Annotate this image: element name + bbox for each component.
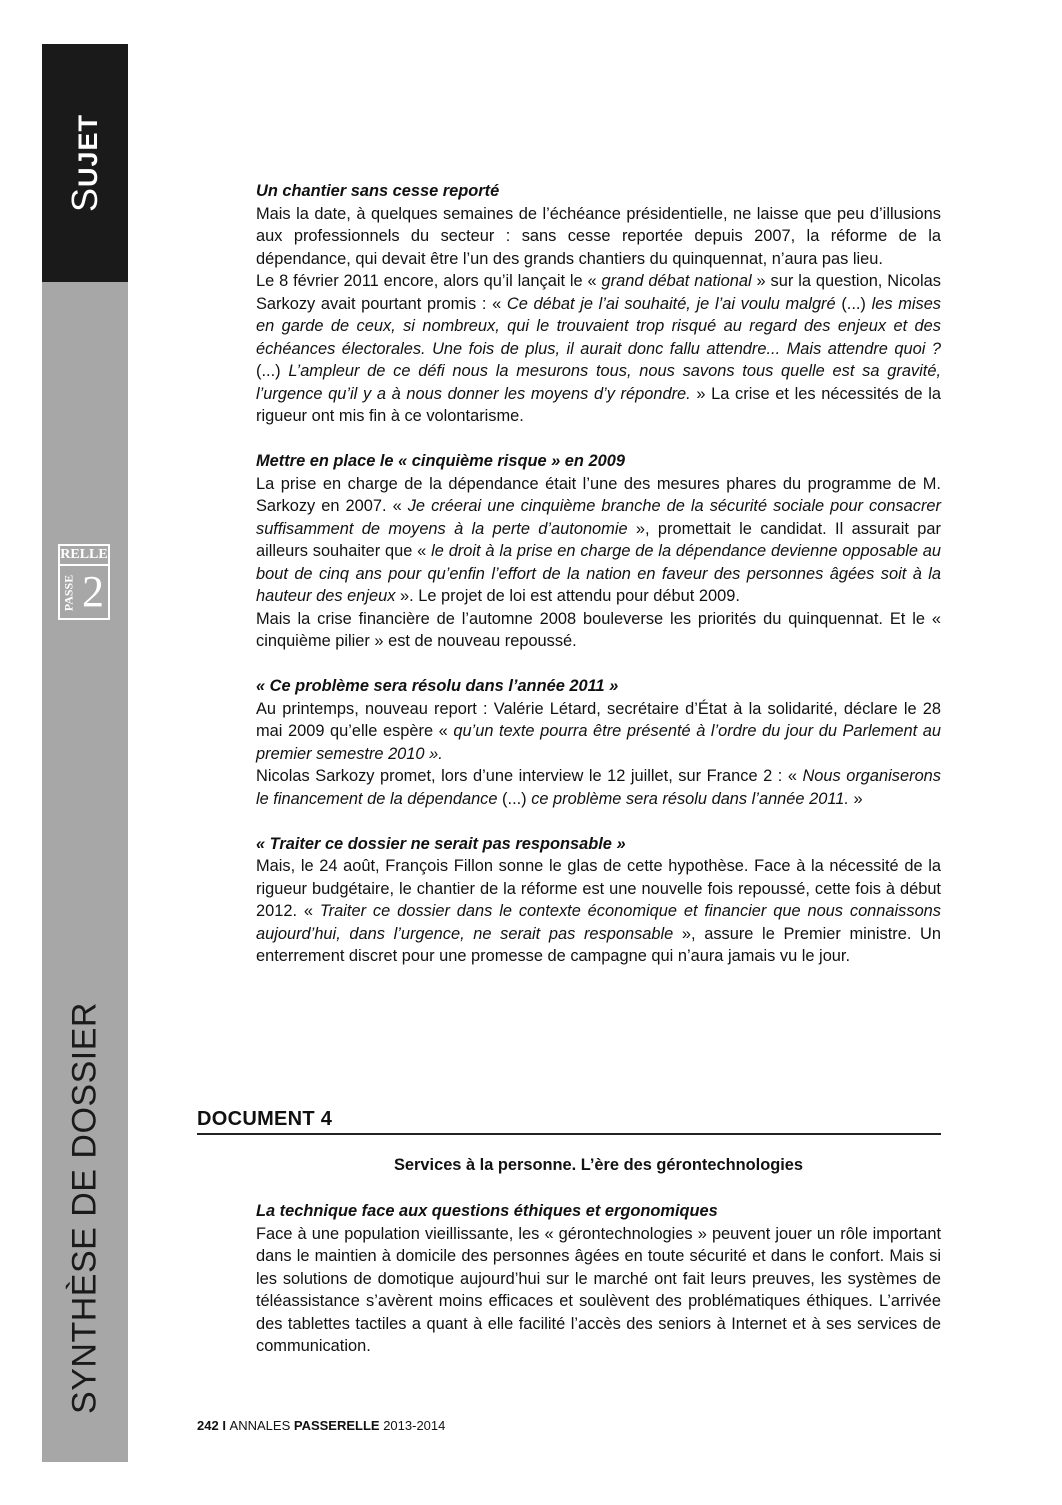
paragraph — [256, 270, 941, 428]
quote-run: Nous organiserons le financement de la dépendance — [256, 767, 941, 808]
text-run: La prise en charge de la dépendance était l’une des mesures phares du programme de M. Sarkozy en 2007. « — [256, 474, 941, 515]
paragraph: Mais la date, à quelques semaines de l’échéance présidentielle, ne laisse que peu d’illusions aux professionnels du secteur : sans cesse reportée depuis 2007, la réforme de la dépendance, qui devait être l’un des grands chantiers du quinquennat, n’aura pas lieu. — [256, 204, 941, 268]
text-run: », assure le Premier ministre. Un enterrement discret pour une promesse de campagne qui n’aura jamais vu le jour. — [256, 924, 941, 965]
text-run: Au printemps, nouveau report : Valérie Létard, secrétaire d’État à la solidarité, déclare le 28 mai 2009 qu’elle espère « — [256, 699, 941, 740]
quote-run: qu’un texte pourra être présenté à l’ordre du jour du Parlement au premier semestre 2010 ». — [256, 722, 941, 763]
quote-run: ce problème sera résolu dans l’année 2011. — [531, 789, 849, 808]
document-subtitle: Services à la personne. L’ère des gérontechnologies — [393, 1156, 803, 1174]
vertical-section-title: SYNTHÈSE DE DOSSIER — [65, 1002, 104, 1414]
passerelle-logo — [58, 544, 110, 620]
paragraph — [256, 473, 941, 608]
section-heading: « Traiter ce dossier ne serait pas responsable » — [256, 834, 626, 853]
paragraph: Face à une population vieillissante, les « gérontechnologies » peuvent jouer un rôle important dans le maintien à domicile des personnes âgées en toute sécurité et dans le confort. Mais si les solutions de domotique aujourd’hui sur le marché ont fait leurs preuves, les systèmes de téléassistance s’avèrent moins efficaces et soulèvent des problématiques éthiques. L’arrivée des tablettes tactiles a quant à elle facilité l’accès des seniors à Internet et à ses services de communication. — [256, 1224, 941, 1355]
footer-years: 2013-2014 — [379, 1418, 446, 1433]
sujet-rest: UJET — [73, 113, 103, 188]
text-run: ». Le projet de loi est attendu pour début 2009. — [395, 587, 740, 605]
logo-side-text: PASSE — [61, 574, 76, 612]
paragraph — [256, 765, 941, 810]
section-heading: Un chantier sans cesse reporté — [256, 182, 500, 200]
page-number: 242 — [197, 1418, 219, 1433]
text-run: (...) — [835, 294, 872, 313]
document4-content — [256, 1200, 941, 1358]
footer-brand: PASSERELLE — [293, 1418, 380, 1433]
footer-separator: I — [218, 1418, 230, 1433]
section-heading: La technique face aux questions éthiques et ergonomiques — [256, 1202, 718, 1220]
paragraph — [256, 698, 941, 766]
paragraph — [256, 855, 941, 968]
text-run: (...) — [256, 362, 289, 380]
main-content — [256, 180, 941, 968]
quote-run: Traiter ce dossier dans le contexte économique et financier que nous connaissons aujourd’hui, dans l’urgence, ne serait pas responsable — [256, 902, 941, 943]
text-run: Nicolas Sarkozy promet, lors d’une interview le 12 juillet, sur France 2 : « — [256, 767, 803, 785]
footer-annales: ANNALES — [229, 1418, 294, 1433]
text-run: (...) — [497, 789, 532, 808]
text-run: Le 8 février 2011 encore, alors qu’il lançait le « — [256, 272, 602, 290]
quote-run: Ce débat je l’ai souhaité, je l’ai voulu malgré — [506, 294, 836, 313]
text-run: », promettait le candidat. Il assurait par ailleurs souhaiter que « — [256, 519, 941, 560]
paragraph: Mais la crise financière de l’automne 2008 bouleverse les priorités du quinquennat. Et le « cinquième pilier » est de nouveau repoussé. — [256, 609, 941, 650]
quote-run: L’ampleur de ce défi nous la mesurons tous, nous savons tous quelle est sa gravité, l’urgence qu’il y a à nous donner les moyens d’y répondre. — [256, 362, 941, 403]
logo-top-text: RELLE — [60, 546, 108, 566]
quote-run: le droit à la prise en charge de la dépendance devienne opposable au bout de cinq ans pour qu’enfin l’effort de la nation en faveur des personnes âgées soit à la hauteur des enjeux — [256, 542, 942, 605]
quote-run: grand débat national — [601, 272, 752, 290]
section-label-sujet — [64, 114, 106, 212]
text-run: » sur la question, Nicolas Sarkozy avait pourtant promis : « — [256, 272, 941, 313]
quote-run: Je créerai une cinquième branche de la sécurité sociale pour consacrer suffisamment de moyens à la perte d’autonomie — [256, 497, 941, 538]
logo-number: 2 — [82, 567, 104, 616]
text-run: Mais, le 24 août, François Fillon sonne le glas de cette hypothèse. Face à la nécessité de la rigueur budgétaire, le chantier de la réforme est une nouvelle fois repoussé, cette fois à début 2012. « — [256, 857, 941, 920]
page-footer — [197, 1418, 445, 1433]
section-heading: « Ce problème sera résolu dans l’année 2011 » — [256, 677, 619, 695]
logo-side-area — [62, 568, 76, 618]
text-run: » La crise et les nécessités de la rigueur ont mis fin à ce volontarisme. — [256, 384, 941, 425]
quote-run: les mises en garde de ceux, si nombreux, qui le trouvaient trop risqué au regard des enjeux et des échéances électorales. Une fois de plus, il aurait donc fallu attendre... Mais attendre quoi ? — [256, 294, 942, 358]
sujet-initial: S — [64, 187, 105, 213]
text-run: » — [848, 789, 863, 808]
section-heading: Mettre en place le « cinquième risque » en 2009 — [256, 452, 625, 470]
document-header: DOCUMENT 4 — [197, 1108, 941, 1135]
